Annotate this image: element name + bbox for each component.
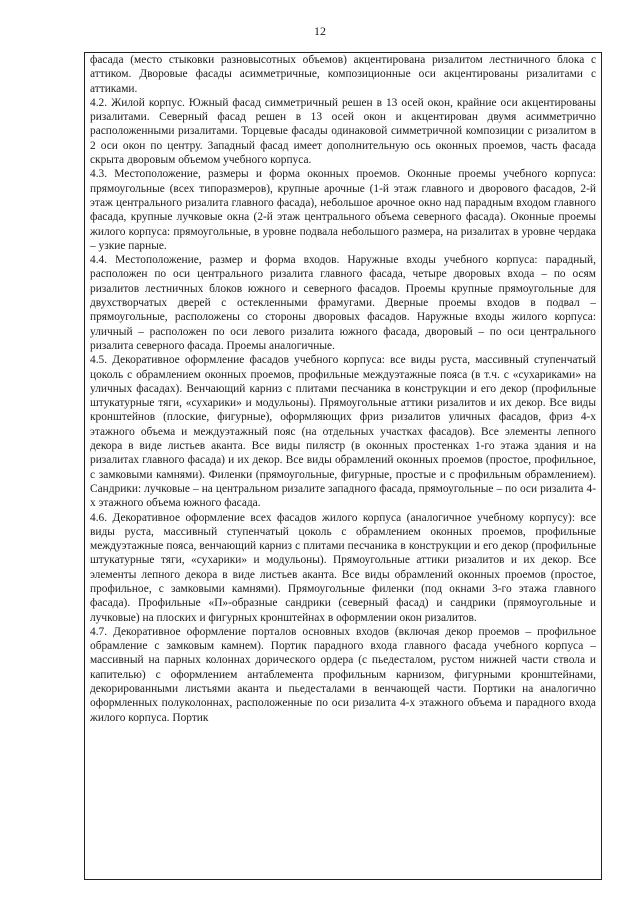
- paragraph-4-6-residential-decor: 4.6. Декоративное оформление всех фасадов жилого корпуса (аналогичное учебному корпусу): все виды руста, массивный ступенчатый цоколь с обрамлением оконных проемов, профильные междуэтажные пояса, венчающий карниз с плитами песчаника в конструкции и его декор (профильные штукатурные тяги, «сухарики» и модульоны). Прямоугольные аттики ризалитов и их декор. Все элементы лепного декора в виде листьев аканта. Все виды обрамлений оконных проемов (простое, профильное, с замковыми камнями). Прямоугольные филенки (под окнами 3-го этажа главного фасада). Профильные «П»-образные сандрики (северный фасад) и сандрики (прямоугольные и лучковые) на плоских и фигурных кронштейнах в оформлении окон ризалитов.: [90, 511, 596, 624]
- paragraph-4-4-entrances: 4.4. Местоположение, размер и форма входов. Наружные входы учебного корпуса: парадный, расположен по оси центрального ризалита главного фасада, четыре дворовых входа – по осям ризалитов лестничных блоков южного и северного фасадов. Проемы крупные прямоугольные для двухстворчатых дверей с остекленными фрамугами. Дверные проемы входов в подвал – прямоугольные, расположены со стороны дворовых фасадов. Наружные входы жилого корпуса: уличный – расположен по оси левого ризалита южного фасада, дворовый – по оси центрального ризалита северного фасада. Проемы аналогичные.: [90, 254, 596, 352]
- page-number: 12: [314, 24, 326, 38]
- paragraph-4-7-portals: 4.7. Декоративное оформление порталов основных входов (включая декор проемов – профильное обрамление с замковым камнем). Портик парадного входа главного фасада учебного корпуса – массивный на парных колоннах дорического ордера (с пьедесталом, рустом нижней части ствола и капителью) с оформлением антаблемента профильным карнизом, фигурными кронштейнами, декорированными листьями аканта и пьедесталами в венчающей части. Портики на аналогично оформленных полуколоннах, расположенные по оси ризалита 4-х этажного объема и парадного входа жилого корпуса. Портик: [90, 625, 596, 724]
- paragraph-4-3-window-openings: 4.3. Местоположение, размеры и форма оконных проемов. Оконные проемы учебного корпуса: прямоугольные (всех типоразмеров), крупные арочные (1-й этаж главного и дворового фасадов, 2-й этаж центрального ризалита главного фасада), небольшое арочное окно над парадным входом главного фасада, крупные лучковые окна (2-й этаж центрального объема северного фасада). Оконные проемы жилого корпуса: прямоугольные, в уровне подвала небольшого размера, на ризалитах в уровне чердака – узкие парные.: [90, 168, 596, 252]
- paragraph-facade-continuation: фасада (место стыковки разновысотных объемов) акцентирована ризалитом лестничного блока с аттиком. Дворовые фасады асимметричные, композиционные оси акцентированы ризалитами с аттиками.: [90, 54, 596, 95]
- document-text-frame: [84, 52, 602, 880]
- paragraph-4-2-residential-building: 4.2. Жилой корпус. Южный фасад симметричный решен в 13 осей окон, крайние оси акцентированы ризалитами. Северный фасад решен в 13 осей окон и акцентирован двумя асимметрично расположенными ризалитами. Торцевые фасады одинаковой симметричной композиции с ризалитом в 2 оси окон по центру. Западный фасад имеет дополнительную ось оконных проемов, часть фасада скрыта дворовым объемом учебного корпуса.: [90, 96, 596, 167]
- paragraph-4-5-educational-decor: 4.5. Декоративное оформление фасадов учебного корпуса: все виды руста, массивный ступенчатый цоколь с обрамлением оконных проемов, профильные междуэтажные пояса (в т.ч. с «сухариками» на уличных фасадах). Венчающий карниз с плитами песчаника в конструкции и его декор (профильные штукатурные тяги, «сухарики» и модульоны). Прямоугольные аттики ризалитов и их декор. Все виды кронштейнов (плоские, фигурные), оформляющих фриз ризалитов уличных фасадов, фриз 4-х этажного объема и междуэтажный пояс (на отдельных участках фасадов). Все элементы лепного декора в виде листьев аканта. Все виды пилястр (в оконных простенках 1-го этажа здания и на ризалитах главного фасада) и их декор. Все виды обрамлений оконных проемов (простое, профильное, с замковыми камнями). Филенки (прямоугольные, фигурные, простые и с профильным обрамлением). Сандрики: лучковые – на центральном ризалите западного фасада, прямоугольные – по оси ризалита 4-х этажного объема южного фасада.: [90, 354, 596, 510]
